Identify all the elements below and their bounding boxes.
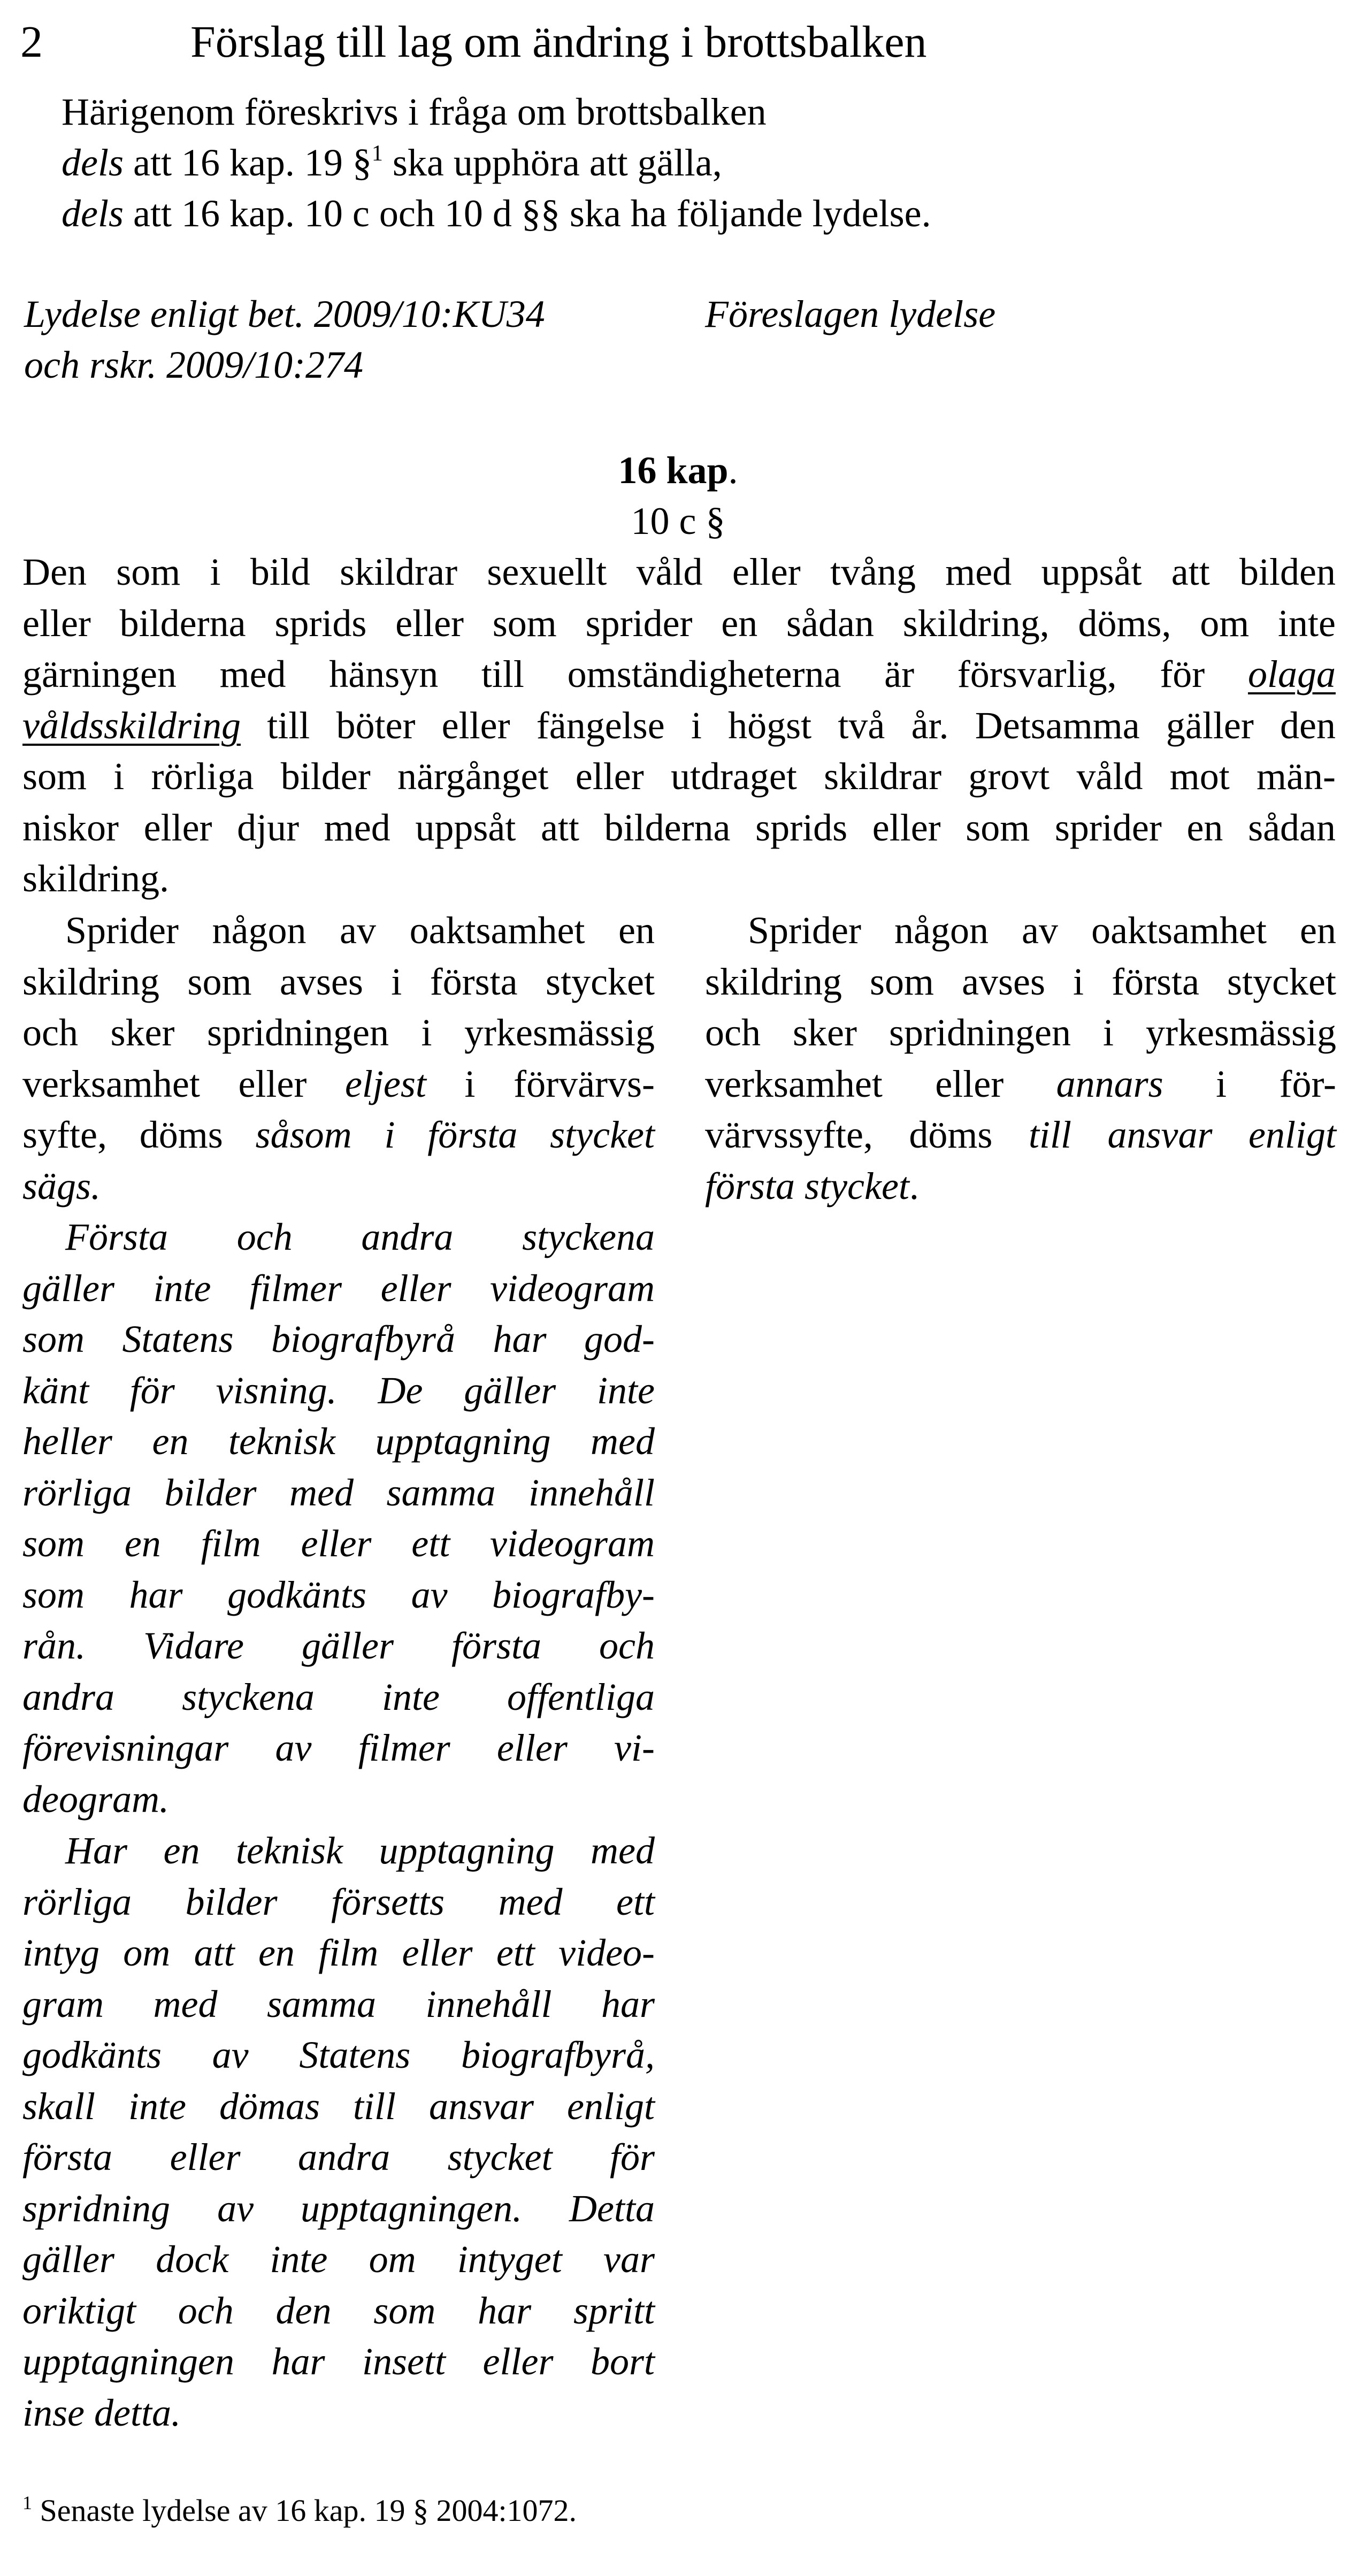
changed-word: eljest: [344, 1062, 426, 1105]
intro-line-2-tail: ska upphöra att gälla,: [382, 141, 722, 184]
text-line: [22, 700, 1336, 752]
text-fragment: till böter eller fängelse i högst två år. Detsamma gäller den: [241, 704, 1336, 747]
text-fragment: .: [909, 1164, 919, 1207]
text-line: sägs.: [22, 1164, 101, 1207]
text-fragment: verksamhet eller: [22, 1062, 345, 1105]
text-line: deogram.: [22, 1777, 169, 1821]
text-line: spridning av upptagningen. Detta: [22, 2187, 655, 2230]
text-fragment: syfte, döms: [22, 1113, 256, 1156]
text-fragment: verksamhet eller: [705, 1062, 1056, 1105]
text-line: [22, 649, 1336, 700]
text-line: [22, 1825, 655, 1877]
text-line: förevisningar av filmer eller vi-: [22, 1726, 655, 1769]
changed-phrase: till ansvar enligt: [1028, 1113, 1337, 1156]
current-fourth-paragraph: [22, 1825, 655, 2439]
text-line: [22, 905, 655, 957]
text-line: skildring som avses i första stycket: [705, 960, 1336, 1003]
footnote-reference: 1: [371, 141, 383, 166]
text-line: [705, 1110, 1336, 1161]
text-line: upptagningen har insett eller bort: [22, 2340, 655, 2383]
text-fragment: Sprider någon av oaktsamhet en: [748, 909, 1336, 952]
text-line: som en film eller ett videogram: [22, 1522, 655, 1565]
text-line: skall inte dömas till ansvar enligt: [22, 2084, 655, 2128]
text-line: och sker spridningen i yrkesmässig: [22, 1011, 655, 1054]
underlined-term: våldsskildring: [22, 704, 241, 747]
current-second-paragraph: [22, 905, 655, 1212]
text-line: godkänts av Statens biografbyrå,: [22, 2034, 655, 2076]
footnote: [22, 2489, 577, 2532]
current-wording-line-2: och rskr. 2009/10:274: [24, 343, 363, 386]
changed-word: annars: [1056, 1062, 1163, 1105]
text-line: känt för visning. De gäller inte: [22, 1369, 655, 1412]
first-paragraph: [22, 547, 1336, 905]
text-fragment: värvssyfte, döms: [705, 1113, 1029, 1156]
text-line: skildring.: [22, 857, 170, 900]
text-line: [705, 905, 1336, 957]
current-wording-line-1: Lydelse enligt bet. 2009/10:KU34: [24, 293, 545, 335]
text-line: inse detta.: [22, 2391, 181, 2434]
text-line: oriktigt och den som har spritt: [22, 2289, 655, 2332]
current-wording-header: [24, 289, 545, 391]
intro-line-1: Härigenom föreskrivs i fråga om brottsbalken: [62, 90, 767, 133]
text-line: intyg om att en film eller ett video-: [22, 1931, 655, 1974]
text-line: rörliga bilder försetts med ett: [22, 1880, 655, 1923]
text-line: gäller inte filmer eller videogram: [22, 1266, 655, 1310]
text-line: rörliga bilder med samma innehåll: [22, 1471, 655, 1514]
text-line: niskor eller djur med uppsåt att bilderna sprids eller som sprider en sådan: [22, 806, 1336, 849]
current-third-paragraph: [22, 1212, 655, 1825]
underlined-term: olaga: [1247, 653, 1336, 695]
section-heading: [20, 7, 1336, 82]
text-line: [705, 1161, 1336, 1212]
text-fragment: i förvärvs-: [426, 1062, 655, 1105]
changed-phrase: såsom i första stycket: [255, 1113, 655, 1156]
text-line: som Statens biografbyrå har god-: [22, 1318, 655, 1360]
text-line: eller bilderna sprids eller som sprider en sådan skildring, döms, om inte: [22, 601, 1336, 645]
chapter-label: 16 kap: [618, 449, 729, 492]
footnote-marker: 1: [22, 2492, 32, 2513]
text-line: som i rörliga bilder närgånget eller utdraget skildrar grovt våld mot män-: [22, 755, 1336, 798]
text-line: som har godkänts av biografby-: [22, 1573, 655, 1616]
text-line: [22, 1212, 655, 1263]
text-fragment: Första och andra styckena: [65, 1216, 655, 1258]
dels-word: dels: [62, 192, 124, 235]
text-line: andra styckena inte offentliga: [22, 1675, 655, 1718]
text-fragment: Sprider någon av oaktsamhet en: [65, 909, 655, 952]
intro-line-2-text: att 16 kap. 19 §: [123, 141, 372, 184]
chapter-label-tail: .: [728, 449, 738, 492]
text-line: första eller andra stycket för: [22, 2136, 655, 2178]
section-number: 2: [20, 17, 43, 67]
text-fragment: Har en teknisk upptagning med: [65, 1829, 655, 1872]
chapter-heading: [0, 445, 1356, 496]
intro-line-2: [62, 137, 931, 188]
text-line: gram med samma innehåll har: [22, 1982, 655, 2025]
intro-text: [62, 87, 931, 239]
text-line: och sker spridningen i yrkesmässig: [705, 1011, 1336, 1054]
intro-line-3-text: att 16 kap. 10 c och 10 d §§ ska ha följande lydelse.: [123, 192, 931, 235]
text-line: [705, 1059, 1336, 1110]
footnote-text: Senaste lydelse av 16 kap. 19 § 2004:1072.: [32, 2493, 577, 2528]
text-line: gäller dock inte om intyget var: [22, 2238, 655, 2281]
text-line: rån. Vidare gäller första och: [22, 1624, 655, 1667]
paragraph-heading: 10 c §: [631, 500, 725, 542]
text-line: heller en teknisk upptagning med: [22, 1420, 655, 1463]
text-fragment: i för-: [1163, 1062, 1336, 1105]
proposed-second-paragraph: [705, 905, 1336, 1212]
section-title: Förslag till lag om ändring i brottsbalken: [190, 17, 927, 67]
text-line: Den som i bild skildrar sexuellt våld eller tvång med uppsåt att bilden: [22, 551, 1336, 593]
text-line: [22, 1110, 655, 1161]
proposed-wording-header: Föreslagen lydelse: [705, 293, 996, 335]
text-line: skildring som avses i första stycket: [22, 960, 655, 1003]
text-fragment: gärningen med hänsyn till omständigheterna är försvarlig, för: [22, 653, 1248, 695]
text-line: [22, 1059, 655, 1110]
changed-phrase: första stycket: [705, 1164, 909, 1207]
intro-line-3: [62, 188, 931, 239]
dels-word: dels: [62, 141, 124, 184]
